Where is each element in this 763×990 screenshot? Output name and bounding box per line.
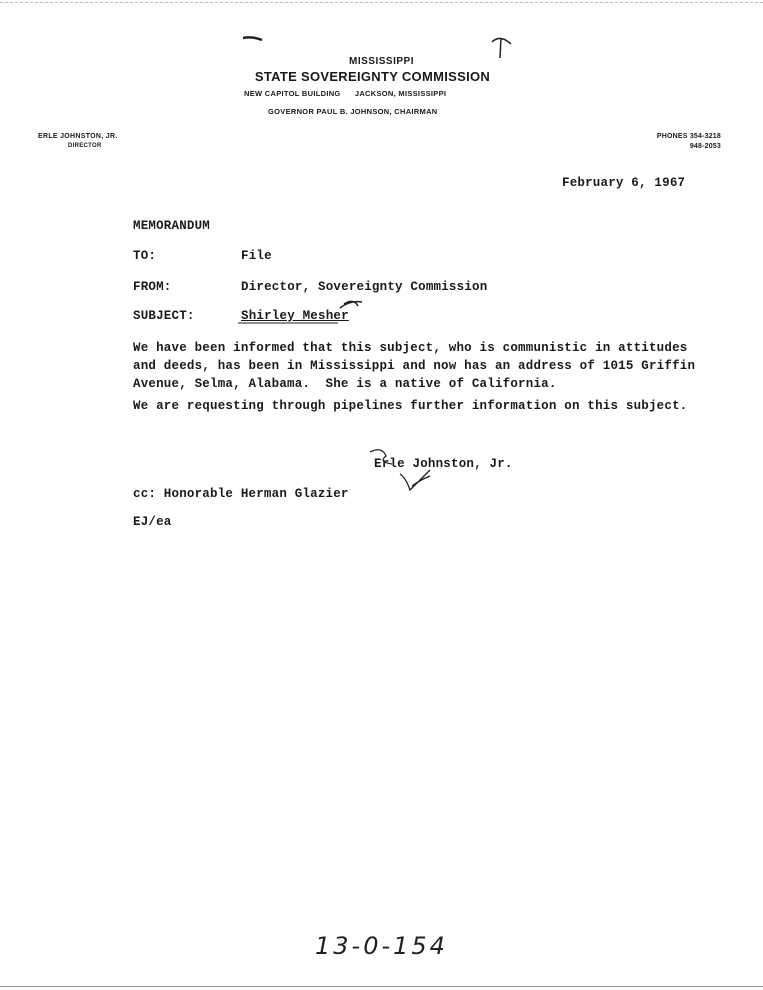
memo-heading: MEMORANDUM xyxy=(133,219,211,233)
memo-date: February 6, 1967 xyxy=(562,176,686,190)
to-label: TO: xyxy=(133,249,157,263)
memo-paragraph-1: We have been informed that this subject, who is communistic in attitudes and deeds, has been in Mississippi and now has an address of 1015 Griffin Avenue, Selma, Alabama. She is a native of California. xyxy=(133,341,696,391)
letterhead-commission: STATE SOVEREIGNTY COMMISSION xyxy=(254,69,491,84)
memo-paragraph-2: We are requesting through pipelines further information on this subject. xyxy=(133,399,688,413)
letterhead-phone-2: 948-2053 xyxy=(689,143,721,150)
letterhead-address: NEW CAPITOL BUILDING JACKSON, MISSISSIPPI xyxy=(244,89,447,98)
signature-scrawl-icon xyxy=(370,450,430,490)
subject-check-icon xyxy=(340,301,362,308)
scan-edge-bottom xyxy=(0,986,763,987)
letterhead-state: MISSISSIPPI xyxy=(349,56,414,67)
cc-line: cc: Honorable Herman Glazier xyxy=(133,487,349,501)
handwritten-file-number: 13-0-154 xyxy=(315,932,448,960)
letterhead-director-title: DIRECTOR xyxy=(68,143,102,149)
from-value: Director, Sovereignty Commission xyxy=(241,280,488,294)
signature-block: Erle Johnston, Jr. xyxy=(374,457,513,471)
letterhead-phone-1: PHONES 354-3218 xyxy=(656,133,721,140)
to-value: File xyxy=(241,249,272,263)
subject-value: Shirley Mesher xyxy=(241,309,349,323)
letterhead-governor: GOVERNOR PAUL B. JOHNSON, CHAIRMAN xyxy=(268,107,438,116)
letterhead-director-name: ERLE JOHNSTON, JR. xyxy=(38,133,118,140)
from-label: FROM: xyxy=(133,280,172,294)
typist-initials: EJ/ea xyxy=(133,515,172,529)
subject-label: SUBJECT: xyxy=(133,309,195,323)
pen-mark-top-right-icon xyxy=(492,38,511,58)
pen-mark-top-left-icon xyxy=(243,37,262,40)
